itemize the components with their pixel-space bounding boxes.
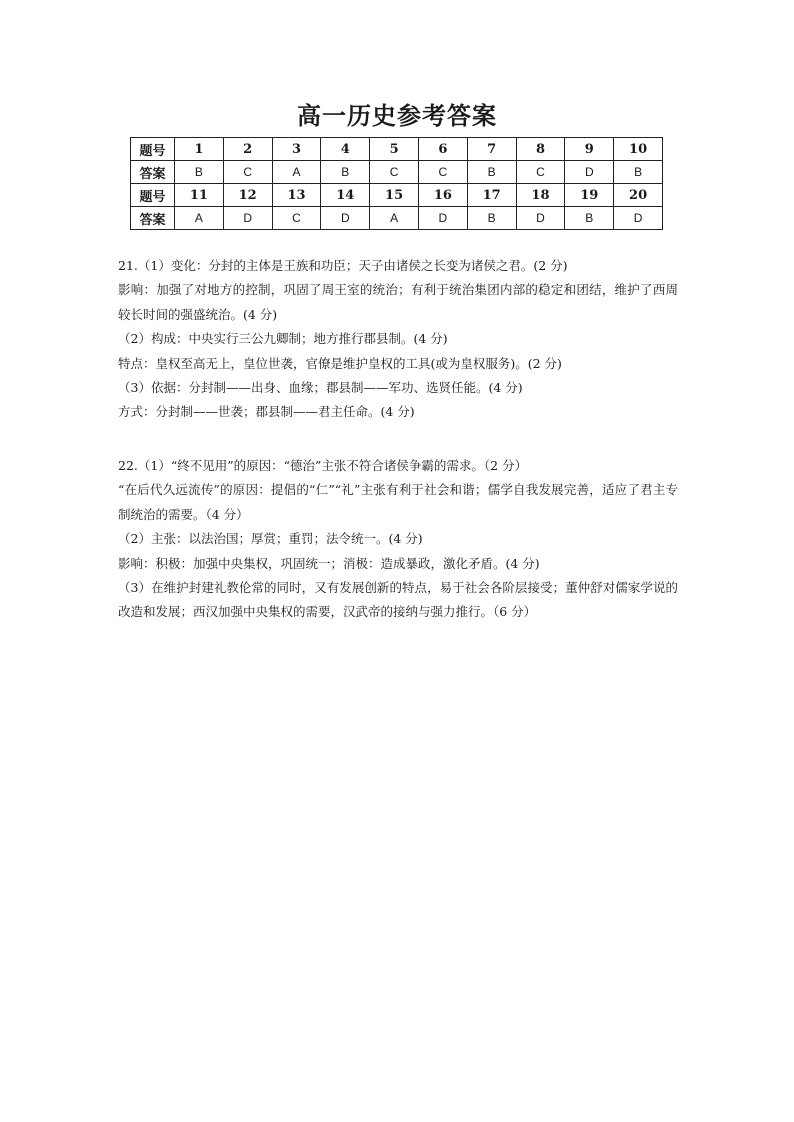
row-label: 题号 bbox=[131, 138, 175, 161]
question-number-cell: 15 bbox=[370, 184, 419, 207]
row-label: 答案 bbox=[131, 207, 175, 230]
question-number-cell: 18 bbox=[516, 184, 565, 207]
answer-cell: B bbox=[175, 161, 224, 184]
answer-paragraph: （3）在维护封建礼教伦常的同时，又有发展创新的特点，易于社会各阶层接受；董仲舒对儒家学说的改造和发展；西汉加强中央集权的需要，汉武帝的接纳与强力推行。（6 分） bbox=[118, 580, 678, 620]
answer-cell: B bbox=[467, 161, 516, 184]
answer-line: （2）主张：以法治国；厚赏；重罚；法令统一。(4 分) bbox=[118, 531, 423, 547]
answer-line: 21.（1）变化：分封的主体是王族和功臣；天子由诸侯之长变为诸侯之君。(2 分) bbox=[118, 258, 568, 273]
answer-cell: A bbox=[370, 207, 419, 230]
question-number-cell: 8 bbox=[516, 138, 565, 161]
question-number-cell: 6 bbox=[418, 138, 467, 161]
question-21-answer bbox=[118, 254, 678, 425]
table-row-answers-1 bbox=[131, 161, 663, 184]
answer-line: 特点：皇权至高无上，皇位世袭，官僚是维护皇权的工具(或为皇权服务)。(2 分) bbox=[118, 355, 562, 371]
question-number-cell: 9 bbox=[565, 138, 614, 161]
question-number-cell: 20 bbox=[614, 184, 663, 207]
question-number-cell: 12 bbox=[223, 184, 272, 207]
row-label: 答案 bbox=[131, 161, 175, 184]
answer-paragraph: “在后代久远流传”的原因：提倡的“仁”“礼”主张有利于社会和谐；儒学自我发展完善，适应了君主专制统治的需要。（4 分） bbox=[118, 482, 678, 522]
answer-cell: C bbox=[516, 161, 565, 184]
table-row-numbers-2 bbox=[131, 184, 663, 207]
answer-line: 22.（1）“终不见用”的原因：“德治”主张不符合诸侯争霸的需求。（2 分） bbox=[118, 458, 528, 473]
answer-cell: C bbox=[418, 161, 467, 184]
answer-cell: D bbox=[223, 207, 272, 230]
answer-cell: D bbox=[614, 207, 663, 230]
answer-paragraph: 影响：加强了对地方的控制，巩固了周王室的统治；有利于统治集团内部的稳定和团结，维护了西周较长时间的强盛统治。(4 分) bbox=[118, 282, 678, 322]
answer-cell: A bbox=[175, 207, 224, 230]
question-number-cell: 11 bbox=[175, 184, 224, 207]
answer-line: 影响：积极：加强中央集权，巩固统一；消极：造成暴政，激化矛盾。(4 分) bbox=[118, 555, 540, 571]
question-22-answer bbox=[118, 454, 678, 625]
question-number-cell: 17 bbox=[467, 184, 516, 207]
question-number-cell: 4 bbox=[321, 138, 370, 161]
answer-cell: A bbox=[272, 161, 321, 184]
question-number-cell: 13 bbox=[272, 184, 321, 207]
answer-cell: B bbox=[565, 207, 614, 230]
answer-line: 方式：分封制——世袭；郡县制——君主任命。(4 分) bbox=[118, 404, 415, 420]
answer-cell: D bbox=[565, 161, 614, 184]
table-row-answers-2 bbox=[131, 207, 663, 230]
question-number-cell: 7 bbox=[467, 138, 516, 161]
answer-table bbox=[130, 137, 663, 230]
answer-cell: D bbox=[516, 207, 565, 230]
question-number-cell: 3 bbox=[272, 138, 321, 161]
answer-cell: C bbox=[223, 161, 272, 184]
answer-line: （3）依据：分封制——出身、血缘；郡县制——军功、选贤任能。(4 分) bbox=[118, 380, 523, 396]
question-number-cell: 19 bbox=[565, 184, 614, 207]
question-number-cell: 10 bbox=[614, 138, 663, 161]
table-row-numbers-1 bbox=[131, 138, 663, 161]
answer-line: （2）构成：中央实行三公九卿制；地方推行郡县制。(4 分) bbox=[118, 331, 448, 347]
question-number-cell: 2 bbox=[223, 138, 272, 161]
question-number-cell: 1 bbox=[175, 138, 224, 161]
row-label: 题号 bbox=[131, 184, 175, 207]
question-number-cell: 16 bbox=[418, 184, 467, 207]
answer-cell: D bbox=[418, 207, 467, 230]
answer-cell: C bbox=[272, 207, 321, 230]
answer-cell: B bbox=[321, 161, 370, 184]
answer-cell: D bbox=[321, 207, 370, 230]
question-number-cell: 5 bbox=[370, 138, 419, 161]
page-title: 高一历史参考答案 bbox=[297, 102, 497, 130]
answer-cell: B bbox=[467, 207, 516, 230]
question-number-cell: 14 bbox=[321, 184, 370, 207]
answer-cell: B bbox=[614, 161, 663, 184]
answer-cell: C bbox=[370, 161, 419, 184]
